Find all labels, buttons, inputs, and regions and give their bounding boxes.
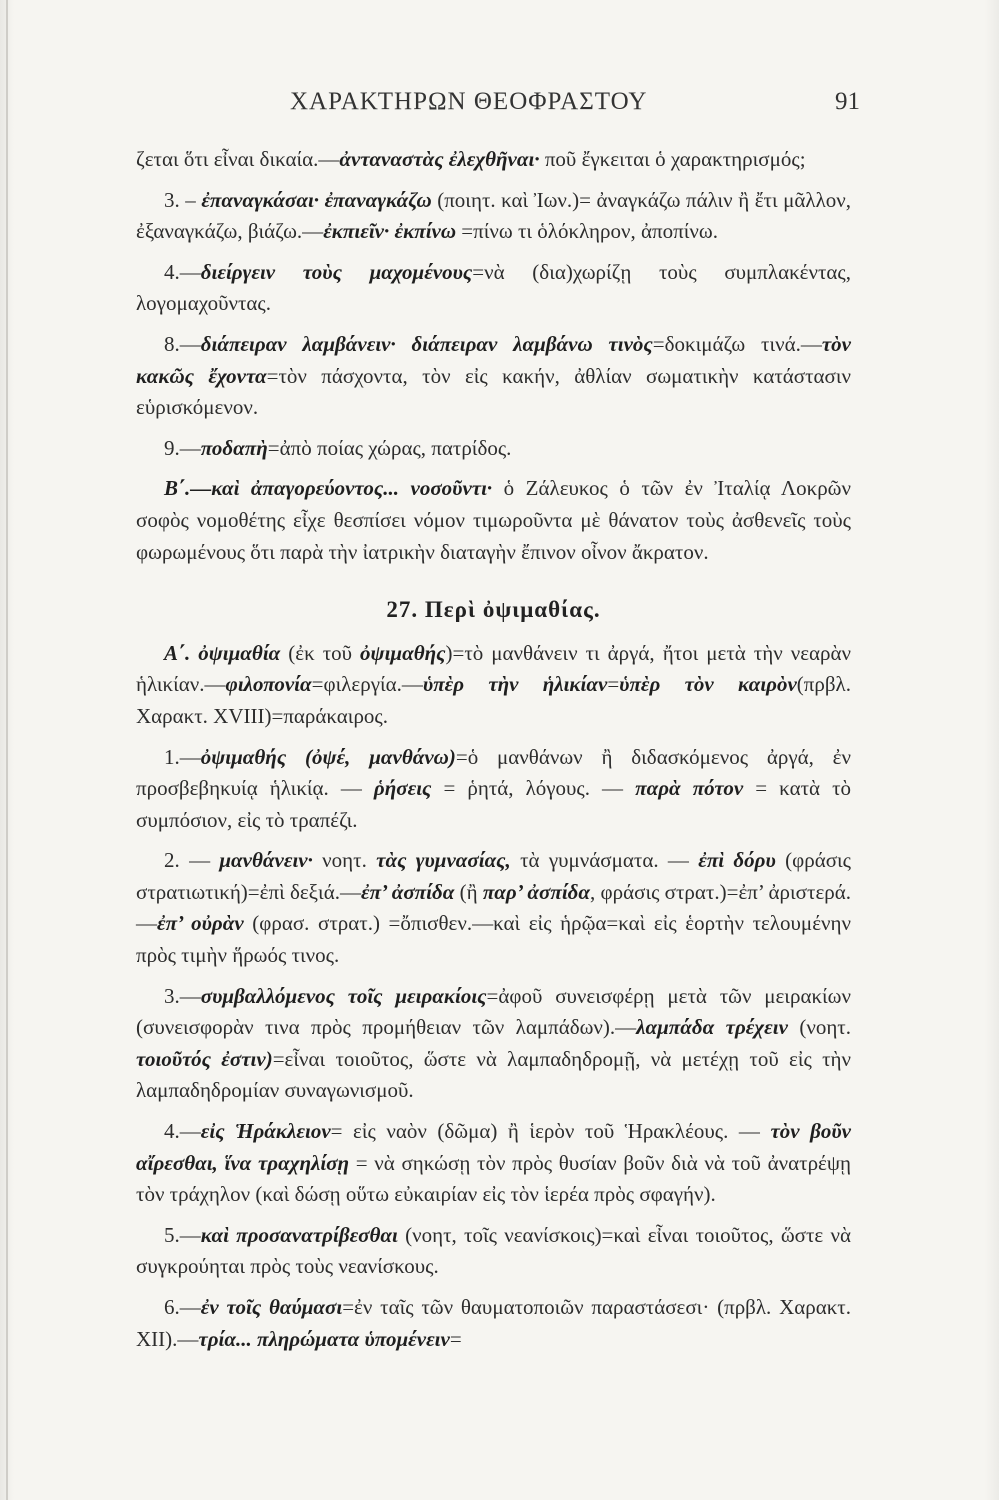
gloss-text: =ἀφοῦ συνεισφέρῃ μετὰ τῶν μειρακίων (συνεισφορὰν τινα πρὸς προμήθειαν τῶν λαμπάδων).—	[136, 983, 851, 1040]
gloss-text: (ποιητ. καὶ Ἰων.)= ἀναγκάζω πάλιν ἢ ἔτι μᾶλλον, ἐξαναγκάζω, βιάζω.—	[136, 187, 851, 244]
lemma: Α΄.	[164, 640, 191, 665]
page-number: 91	[835, 88, 860, 115]
gloss-text: =ὁ μανθάνων ἢ διδασκόμενος ἀργά, ἐν προσβεβηκυίᾳ ἡλικίᾳ. —	[136, 744, 851, 801]
gloss-text: 9.—	[164, 435, 201, 460]
gloss-text: 8.—	[164, 331, 201, 356]
page-edge-shadow	[6, 0, 8, 1500]
note-paragraph	[136, 329, 851, 424]
gloss-text: )=τὸ μανθάνειν τι ἀργά, ἤτοι μετὰ τὴν νεαρὰν ἡλικίαν.—	[136, 640, 852, 697]
gloss-text: 5.—	[164, 1222, 201, 1247]
lemma: ἐπὶ δόρυ	[698, 848, 776, 873]
lemma: ὑπὲρ τὴν ἡλικίαν	[422, 672, 608, 697]
gloss-text: (ἐκ τοῦ	[280, 640, 361, 665]
note-paragraph	[136, 845, 851, 971]
note-paragraph	[136, 257, 851, 320]
lemma: ἀνταναστὰς ἐλεχθῆναι·	[339, 147, 540, 171]
gloss-text: 1.—	[164, 744, 201, 769]
lemma: ἐπαναγκάσαι· ἐπαναγκάζω	[201, 187, 432, 212]
note-paragraph	[136, 1292, 851, 1355]
gloss-text: ζεται ὅτι εἶναι δικαία.—	[136, 147, 340, 171]
gloss-text: = κατὰ τὸ συμπόσιον, εἰς τὸ τραπέζι.	[136, 776, 852, 832]
lemma: διείργειν τοὺς μαχομένους	[200, 259, 473, 284]
gloss-text: =ἀπὸ ποίας χώρας, πατρίδος.	[267, 435, 512, 460]
commentary-section-26	[136, 144, 851, 568]
lemma: τοιοῦτός ἐστιν)	[136, 1046, 273, 1071]
gloss-text: τὰ γυμνάσματα. —	[510, 848, 699, 873]
note-paragraph	[136, 742, 851, 837]
lemma: ὀψιμαθής	[360, 640, 446, 665]
commentary-body	[136, 144, 851, 1355]
lemma: παρ’ ἀσπίδα	[482, 879, 591, 904]
lemma: παρὰ πότον	[635, 776, 744, 801]
gloss-text: (ἢ	[454, 879, 483, 904]
note-paragraph	[136, 638, 851, 733]
note-paragraph	[136, 144, 851, 176]
lemma: τὰς γυμνασίας,	[376, 848, 511, 873]
gloss-text: 4.—	[164, 1119, 201, 1144]
lemma: ἐν τοῖς θαύμασι	[200, 1295, 343, 1319]
note-paragraph	[136, 185, 851, 248]
note-paragraph	[136, 433, 851, 465]
lemma: λαμπάδα τρέχειν	[636, 1015, 788, 1040]
gloss-text: 3. –	[164, 187, 202, 212]
note-paragraph	[136, 473, 851, 568]
gloss-text: (φράσις στρατιωτική)=ἐπὶ δεξιά.—	[136, 848, 851, 904]
lemma: τρία... πληρώματα ὑπομένειν	[198, 1326, 450, 1351]
lemma: ἐκπιεῖν· ἐκπίνω	[323, 219, 457, 244]
gloss-text: =φιλεργία.—	[311, 672, 423, 697]
gloss-text: νοητ.	[312, 848, 377, 873]
gloss-text: 3.—	[164, 983, 201, 1008]
gloss-text: (νοητ, τοῖς νεανίσκοις)=καὶ εἶναι τοιοῦτος, ὥστε νὰ συγκρούηται πρὸς τοὺς νεανίσκους.	[136, 1222, 851, 1279]
lemma: ὀψιμαθής (ὀψέ, μανθάνω)	[200, 744, 456, 769]
running-title: ΧΑΡΑΚΤΗΡΩΝ ΘΕΟΦΡΑΣΤΟΥ	[290, 88, 648, 115]
gloss-text: 2. —	[164, 848, 220, 873]
lemma: διάπειραν λαμβάνειν· διάπειραν λαμβάνω τινὸς	[200, 331, 653, 356]
gloss-text: = εἰς ναὸν (δῶμα) ἢ ἱερὸν τοῦ Ἡρακλέους. —	[330, 1119, 771, 1144]
gloss-text: =εἶναι τοιοῦτος, ὥστε νὰ λαμπαδηδρομῇ, νὰ μετέχῃ τοῦ εἰς τὴν λαμπαδηδρομίαν συναγωνισμοῦ.	[136, 1046, 852, 1103]
lemma: ὀψιμαθία	[190, 640, 281, 665]
lemma: Β΄.—	[164, 476, 212, 501]
gloss-text: =	[607, 672, 620, 697]
note-paragraph	[136, 981, 851, 1107]
gloss-text: =δοκιμάζω τινά.—	[652, 331, 822, 356]
gloss-text: =νὰ (δια)χωρίζῃ τοὺς συμπλακέντας, λογομαχοῦντας.	[136, 259, 851, 316]
lemma: μανθάνειν·	[219, 848, 313, 873]
lemma: καὶ προσανατρίβεσθαι	[200, 1222, 398, 1247]
lemma: ἐπ’ ἀσπίδα	[360, 879, 455, 904]
note-paragraph	[136, 1220, 851, 1283]
gloss-text: =ἐν ταῖς τῶν θαυματοποιῶν παραστάσεσι· (πρβλ. Χαρακτ. XII).—	[136, 1295, 851, 1351]
gloss-text: , φράσις στρατ.)=ἐπ’ ἀριστερά.—	[136, 879, 851, 936]
lemma: ὑπὲρ τὸν καιρὸν	[619, 672, 797, 697]
gloss-text: ποῦ ἔγκειται ὁ χαρακτηρισμός;	[539, 147, 806, 171]
commentary-section-27	[136, 638, 851, 1355]
gloss-text: (νοητ.	[787, 1015, 851, 1040]
gloss-text: = νὰ σηκώσῃ τὸν πρὸς θυσίαν βοῦν διὰ νὰ τοῦ ἀνατρέψῃ τὸν τράχηλον (καὶ δώσῃ οὕτω εὐκαιρίαν εἰς τὸν ἱερέα πρὸς σφαγήν).	[136, 1150, 851, 1207]
lemma: τὸν κακῶς ἔχοντα	[136, 331, 852, 388]
gloss-text: 4.—	[164, 259, 201, 284]
gloss-text: ὁ Ζάλευκος ὁ τῶν ἐν Ἰταλίᾳ Λοκρῶν σοφὸς νομοθέτης εἶχε θεσπίσει νόμον τιμωροῦντα μὲ θάνατον τοὺς ἀσθενεῖς τοὺς φωρωμένους ὅτι παρὰ τὴν ἰατρικὴν διαταγὴν ἔπινον οἶνον ἄκρατον.	[136, 476, 851, 564]
lemma: φιλοπονία	[225, 672, 312, 697]
lemma: εἰς Ἡράκλειον	[200, 1119, 331, 1144]
lemma: ἐπ’ οὐρὰν	[157, 911, 244, 936]
gloss-text: 6.—	[164, 1295, 201, 1319]
section-heading: 27. Περὶ ὀψιμαθίας.	[386, 597, 601, 623]
gloss-text: =πίνω τι ὁλόκληρον, ἀποπίνω.	[456, 219, 718, 244]
lemma: συμβαλλόμενος τοῖς μειρακίοις	[200, 983, 487, 1008]
gloss-text: (φρασ. στρατ.) =ὄπισθεν.—καὶ εἰς ἡρῷα=καὶ εἰς ἑορτὴν τελουμένην πρὸς τιμὴν ἥρωός τινος.	[136, 911, 851, 968]
lemma: καὶ ἀπαγορεύοντος... νοσοῦντι·	[211, 476, 493, 501]
gloss-text: =τὸν πάσχοντα, τὸν εἰς κακήν, ἀθλίαν σωματικὴν κατάστασιν εὑρισκόμενον.	[136, 363, 852, 420]
note-paragraph	[136, 1116, 851, 1211]
gloss-text: = ῥητά, λόγους. —	[431, 776, 636, 801]
lemma: ῥήσεις	[373, 776, 432, 801]
gloss-text: (πρβλ. Χαρακτ. XVIII)=παράκαιρος.	[136, 672, 851, 728]
page-header	[290, 88, 860, 128]
lemma: τὸν βοῦν αἴρεσθαι, ἵνα τραχηλίσῃ	[136, 1119, 851, 1175]
lemma: ποδαπὴ	[200, 435, 268, 460]
gloss-text: =	[449, 1326, 462, 1351]
